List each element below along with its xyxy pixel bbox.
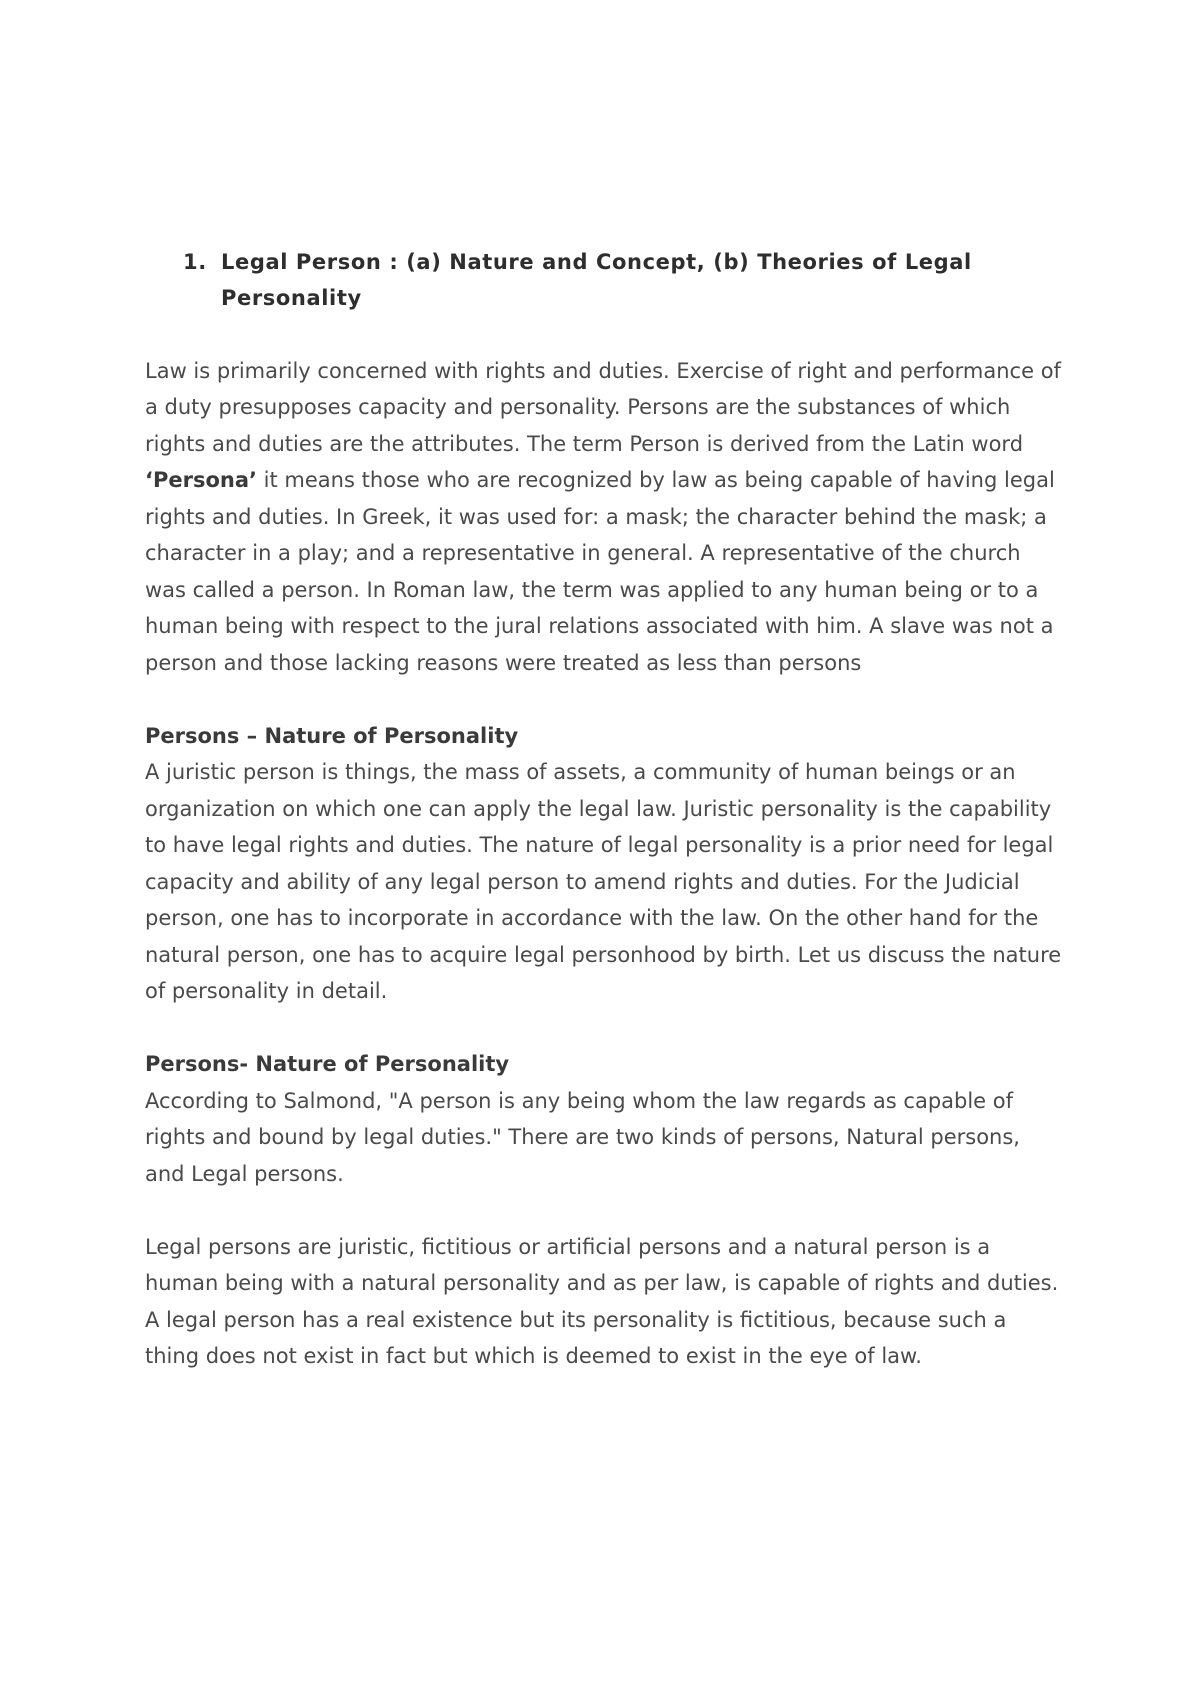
intro-text-start: Law is primarily concerned with rights and duties. Exercise of right and performance of a duty presupposes capacity and personality. Persons are the substances of which rights and duties are the attributes. The term Person is derived from the Latin word [145, 358, 1061, 456]
closing-paragraph: Legal persons are juristic, fictitious or artificial persons and a natural person is a human being with a natural personality and as per law, is capable of rights and duties. A legal person has a real existence but its personality is fictitious, because such a thing does not exist in fact but which is deemed to exist in the eye of law. [145, 1234, 1059, 1368]
section2-body: According to Salmond, "A person is any being whom the law regards as capable of rights and bound by legal duties." There are two kinds of persons, Natural persons, and Legal persons. [145, 1088, 1020, 1186]
section2-title: Persons- Nature of Personality [145, 1052, 510, 1076]
intro-text-end: it means those who are recognized by law as being capable of having legal rights and duties. In Greek, it was used for: a mask; the character behind the mask; a character in a play; and a representative in general. A representative of the church was called a person. In Roman law, the term was applied to any human being or to a human being with respect to the jural relations associated with him. A slave was not a person and those lacking reasons were treated as less than persons [145, 468, 1055, 675]
spacer [145, 681, 1065, 718]
section1-body: A juristic person is things, the mass of assets, a community of human beings or an organization on which one can apply the legal law. Juristic personality is the capability to have legal rights and duties. The nature of legal personality is a prior need for legal capacity and ability of any legal person to amend rights and duties. For the Judicial person, one has to incorporate in accordance with the law. On the other hand for the natural person, one has to acquire legal personhood by birth. Let us discuss the nature of personality in detail. [145, 760, 1062, 1003]
section1-title: Persons – Nature of Personality [145, 723, 519, 748]
persona-term: ‘Persona’ [145, 468, 257, 492]
heading-number: 1. [183, 250, 207, 274]
document-page [145, 244, 1065, 1375]
spacer [145, 316, 1065, 353]
section2-paragraph [145, 1046, 1065, 1192]
section1-paragraph [145, 718, 1065, 1010]
spacer [145, 1192, 1065, 1229]
intro-paragraph [145, 353, 1065, 682]
heading-title: Legal Person : (a) Nature and Concept, (b) Theories of Legal Personality [221, 250, 972, 310]
section-heading [183, 244, 1065, 316]
spacer [145, 1010, 1065, 1047]
